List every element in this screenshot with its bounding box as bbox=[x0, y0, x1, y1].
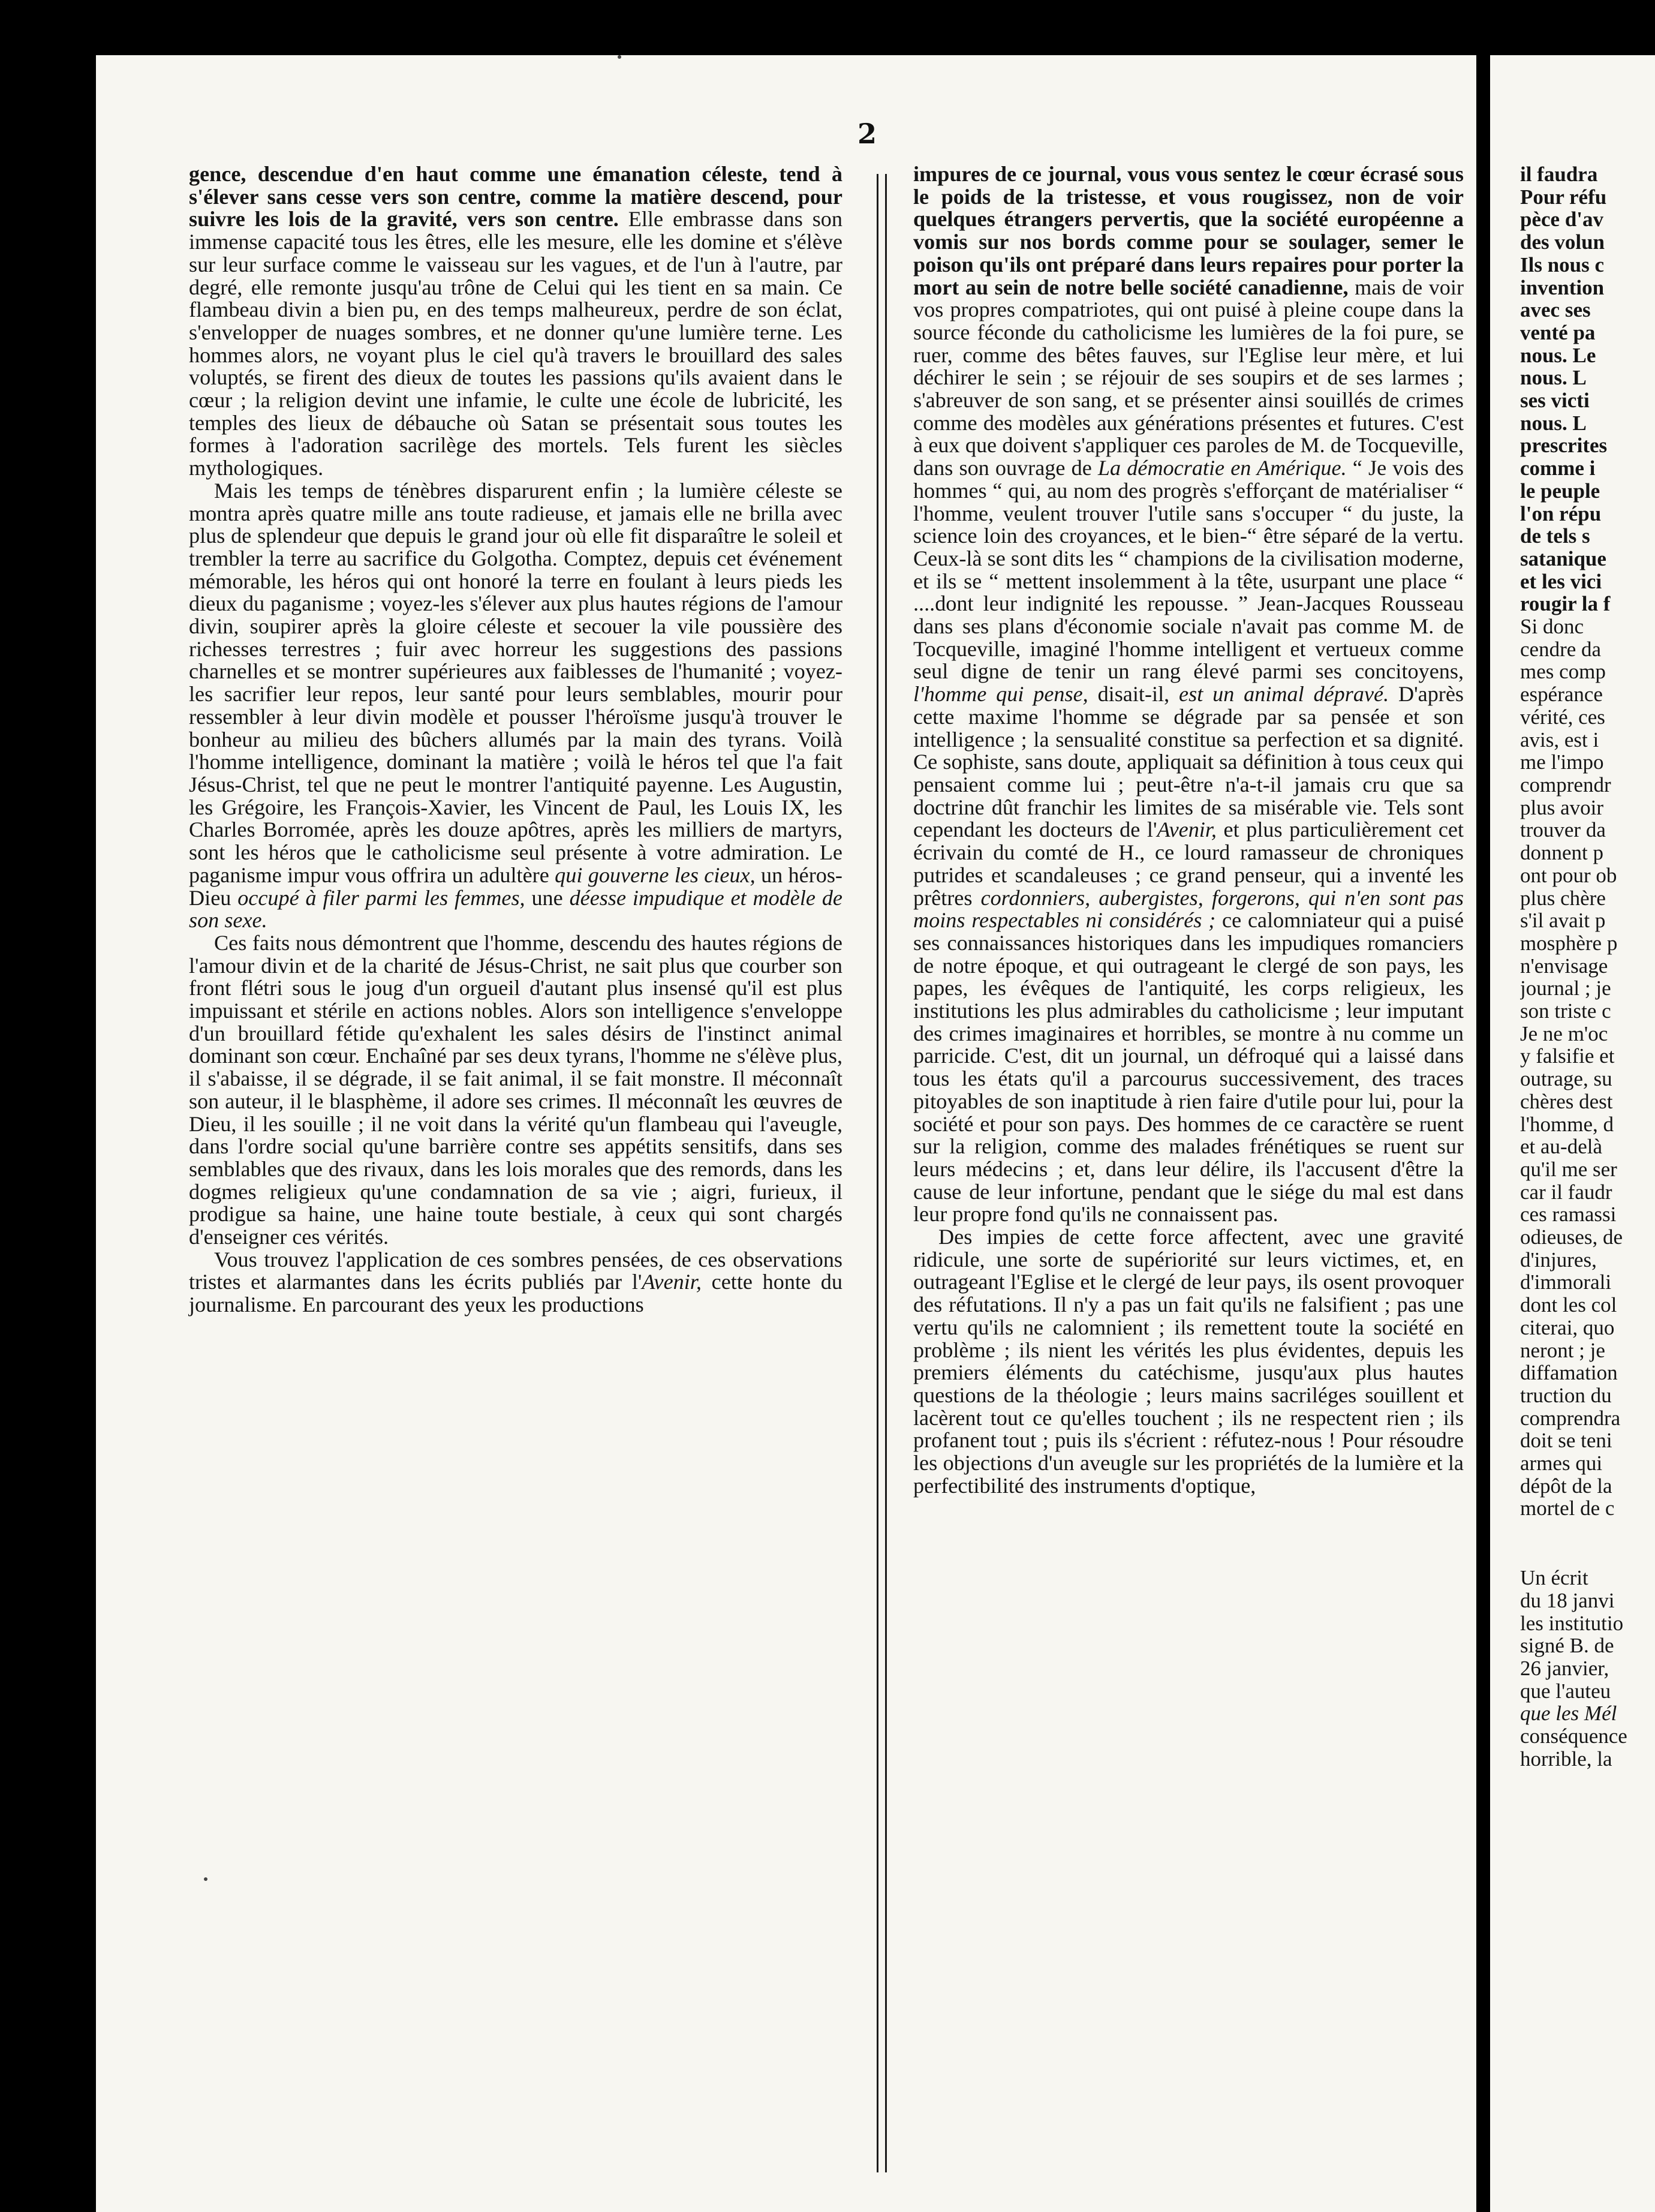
line: nous. Le bbox=[1520, 343, 1596, 367]
bold-line-group bbox=[1520, 163, 1655, 615]
line: truction du bbox=[1520, 1383, 1612, 1407]
line: que les Mél bbox=[1520, 1702, 1617, 1726]
line: car il faudr bbox=[1520, 1180, 1612, 1204]
line: son triste c bbox=[1520, 999, 1611, 1023]
italic-text: est un animal dépravé. bbox=[1179, 682, 1389, 707]
line: les institutio bbox=[1520, 1611, 1624, 1635]
line: horrible, la bbox=[1520, 1747, 1612, 1771]
text-run: une bbox=[525, 885, 570, 910]
text-run: mais de voir vos propres compatriotes, qui ont puisé à pleine coupe dans la source féconde du catholicisme les lumières de la foi pure, se ruer, comme des bêtes fauves, sur l'Eglise leur mère, et lui déchirer le sein ; se réjouir de ses soupirs et de ses larmes ; s'abreuver de son sang, et se présenter ainsi souillés de crimes comme des modèles aux générations présentes et futures. C'est à eux que doivent s'appliquer ces paroles de M. de Tocqueville, dans son ouvrage de bbox=[913, 275, 1464, 480]
paragraph: Des impies de cette force affectent, avec une gravité ridicule, une sorte de supériorité sur leurs victimes, et, en outrageant l'Eglise et le clergé de leur pays, ils osent provoquer des réfutations. Il n'y a pas un fait qu'ils ne falsifient ; pas une vertu qu'ils ne calomnient ; ils remettent toute la société en problème ; ils nient les vérités les plus évidentes, depuis les premiers éléments du catéchisme, jusqu'aux plus hautes questions de la théologie ; leurs mains sacriléges souillent et lacèrent tout ce qu'elles touchent ; ils ne respectent rien ; ils profanent tout ; puis ils s'écrient : réfutez-nous ! Pour résoudre les objections d'un aveugle sur les propriétés de la lumière et la perfectibilité des instruments d'optique, bbox=[913, 1225, 1464, 1498]
line: ont pour ob bbox=[1520, 863, 1617, 887]
line: outrage, su bbox=[1520, 1067, 1612, 1091]
line: Je ne m'oc bbox=[1520, 1021, 1608, 1045]
line: plus avoir bbox=[1520, 795, 1604, 819]
line: invention bbox=[1520, 275, 1605, 299]
line: comme i bbox=[1520, 456, 1596, 480]
line: qu'il me ser bbox=[1520, 1157, 1617, 1181]
text-run: cette honte du journalisme. En parcourant des yeux les productions bbox=[189, 1270, 842, 1317]
line: avec ses bbox=[1520, 298, 1591, 322]
paragraph bbox=[189, 1249, 842, 1317]
line: y falsifie et bbox=[1520, 1044, 1615, 1068]
line: signé B. de bbox=[1520, 1634, 1614, 1658]
line: diffamation bbox=[1520, 1361, 1618, 1385]
text-run: Mais les temps de ténèbres disparurent enfin ; la lumière céleste se montra après quatre mille ans toute radieuse, et jamais elle ne brilla avec plus de splendeur que depuis le grand jour où elle fit disparaître le soleil et trembler la terre au sacrifice du Golgotha. Comptez, depuis cet événement mémorable, les héros qui ont honoré la terre en foulant à leurs pieds les dieux du paganisme ; voyez-les s'élever aux plus hautes régions de l'amour divin, soupirer après la gloire céleste et secouer la vile poussière des richesses terrestres ; fuir avec horreur les suggestions des passions charnelles et se montrer supérieures aux faiblesses de l'humanité ; voyez-les sacrifier leur repos, leur santé pour leurs semblables, mourir pour ressembler à leur divin modèle et pousser l'héroïsme jusqu'à trouver le bonheur au milieu des bûchers allumés par la main des tyrans. Voilà l'homme intelligence, dominant la matière ; voilà le héros tel que l'a fait Jésus-Christ, tel que ne peut le montrer l'antiquité payenne. Les Augustin, les Grégoire, les François-Xavier, les Vincent de Paul, les Louis IX, les Charles Borromée, après les douze apôtres, après les milliers de martyrs, sont les héros que le catholicisme seul présente à votre admiration. Le paganisme impur vous offrira un adultère bbox=[189, 478, 842, 887]
bold-text: gence, descendue d'en haut comme une émanation céleste, tend à s'élever sans cesse vers son centre, comme la matière descend, pour suivre les lois de la gravité, vers son centre. bbox=[189, 162, 842, 232]
line: s'il avait p bbox=[1520, 909, 1606, 933]
plain-line-group bbox=[1520, 615, 1655, 1520]
line: espérance bbox=[1520, 683, 1603, 707]
italic-text: La démocratie en Amérique. bbox=[1097, 456, 1347, 480]
line: des volun bbox=[1520, 230, 1605, 254]
line: pèce d'av bbox=[1520, 208, 1604, 232]
line: journal ; je bbox=[1520, 976, 1611, 1000]
line: l'homme, d bbox=[1520, 1112, 1614, 1136]
italic-text: occupé à filer parmi les femmes, bbox=[237, 885, 525, 910]
line: nous. L bbox=[1520, 411, 1587, 435]
text-run: ce calomniateur qui a puisé ses connaissances historiques dans les impudiques romanciers de notre époque, et qui outrageant le clergé de son pays, les papes, les évêques de l'antiquité, les corps religieux, les institutions les plus admirables du catholicisme ; leur imputant des crimes imaginaires et horribles, se montre à nu comme un parricide. C'est, dit un journal, un défroqué qui a laissé dans tous les états qu'il a parcourus successivement, des traces pitoyables de son inaptitude à rien faire d'utile pour lui, pour la société et pour son pays. Des hommes de ce caractère se ruent sur la religion, comme des malades frénétiques se ruent sur leurs médecins ; et, dans leur délire, ils l'accusent d'être la cause de leur infortune, pendant que le siége du mal est dans leur propre fond qu'ils ne connaissent pas. bbox=[913, 908, 1464, 1227]
line: il faudra bbox=[1520, 163, 1598, 186]
line: Si donc bbox=[1520, 615, 1584, 639]
text-run: un héros-Dieu bbox=[189, 862, 842, 910]
column-rule bbox=[885, 174, 887, 2172]
page-gutter bbox=[1476, 55, 1490, 2212]
line: n'envisage bbox=[1520, 954, 1608, 978]
line: dont les col bbox=[1520, 1293, 1617, 1317]
line: le peuple bbox=[1520, 479, 1600, 503]
line: plus chère bbox=[1520, 886, 1606, 910]
line: et au-delà bbox=[1520, 1135, 1602, 1159]
line: odieuses, de bbox=[1520, 1225, 1623, 1249]
paragraph bbox=[189, 480, 842, 932]
text-run: “ Je vois des hommes “ qui, au nom des progrès s'efforçant de matérialiser “ l'homme, veulent trouver l'utile sans s'occuper “ du juste, la science loin des croyances, et le bien-“ être séparé de la vertu. Ceux-là se sont dits les “ champions de la civilisation moderne, et ils se “ mettent insolemment à la tête, usurpant une place “ ....dont leur indignité les repousse. ” Jean-Jacques Rousseau dans ses plans d'économie sociale n'avait pas comme M. de Tocqueville, imaginé l'homme intelligent et vertueux comme seul digne de tenir un rang élevé parmi ses concitoyens, bbox=[913, 456, 1464, 684]
line: rougir la f bbox=[1520, 592, 1611, 616]
line: d'immorali bbox=[1520, 1270, 1612, 1294]
line: nous. L bbox=[1520, 366, 1587, 390]
italic-text: Avenir, bbox=[1157, 818, 1217, 842]
line: mosphère p bbox=[1520, 931, 1618, 955]
line: me l'impo bbox=[1520, 750, 1604, 774]
italic-text: cordonniers, aubergistes, forgerons, qui n'en sont pas moins respectables ni considérés ; bbox=[913, 885, 1464, 933]
text-column-2 bbox=[913, 163, 1464, 1497]
text-run: D'après cette maxime l'homme se dégrade par sa pensée et son intelligence ; la sensualité constitue sa perfection et sa dignité. Ce sophiste, sans doute, appliquait sa définition à tous ceux qui pensaient comme lui ; peut-être n'a-t-il jamais cru que sa doctrine dût franchir les limites de sa misérable vie. Tels sont cependant les docteurs de l' bbox=[913, 682, 1464, 842]
line: que l'auteu bbox=[1520, 1679, 1611, 1703]
scan-margin bbox=[0, 0, 96, 2212]
line: avis, est i bbox=[1520, 728, 1599, 752]
line: satanique bbox=[1520, 546, 1606, 570]
line: du 18 janvi bbox=[1520, 1588, 1615, 1612]
line: Pour réfu bbox=[1520, 185, 1607, 209]
line: doit se teni bbox=[1520, 1429, 1612, 1453]
text-column-3-cropped bbox=[1520, 163, 1655, 1771]
line: mortel de c bbox=[1520, 1496, 1615, 1520]
line: cendre da bbox=[1520, 637, 1602, 661]
column-rule bbox=[877, 174, 878, 2172]
italic-text: déesse impudique et modèle de son sexe. bbox=[189, 885, 842, 933]
line: Ils nous c bbox=[1520, 253, 1605, 276]
line: neront ; je bbox=[1520, 1338, 1605, 1362]
paragraph: Ces faits nous démontrent que l'homme, descendu des hautes régions de l'amour divin et de la charité de Jésus-Christ, ne sait plus que courber son front flétri sous le joug d'un orgueil d'autant plus insensé qu'il est plus impuissant et stérile en actions nobles. Alors son intelligence s'enveloppe d'un brouillard fétide qu'exhalent les sales désirs de l'instinct animal dominant son cœur. Enchaîné par ses deux tyrans, l'homme ne s'élève plus, il s'abaisse, il se dégrade, il se fait animal, il se fait monstre. Il méconnaît son auteur, il le blasphème, il adore ses crimes. Il méconnaît les œuvres de Dieu, il les souille ; il ne voit dans la vérité qu'un flambeau qui l'aveugle, dans l'ordre social qu'une barrière contre ses appétits sensitifs, dans ses semblables que des rivaux, dans les lois morales que des remords, dans les dogmes religieux qu'une condamnation de sa vie ; aigri, furieux, il prodigue sa haine, une haine toute bestiale, à ceux qui sont chargés d'enseigner ces vérités. bbox=[189, 930, 842, 1249]
line: ses victi bbox=[1520, 389, 1590, 413]
line: de tels s bbox=[1520, 524, 1590, 548]
line: prescrites bbox=[1520, 434, 1608, 458]
line: chères dest bbox=[1520, 1089, 1613, 1113]
text-run: Elle embrasse dans son immense capacité tous les êtres, elle les mesure, elle les domine et s'élève sur leur surface comme le vaisseau sur les vagues, et de l'un à l'autre, par degré, elle remonte jusqu'au trône de Celui qui les tient en sa main. Ce flambeau divin a bien pu, en des temps malheureux, perdre de son éclat, s'envelopper de nuages sombres, et ne donner qu'une lumière terne. Les hommes alors, ne voyant plus le ciel qu'à travers le brouillard des sales voluptés, se firent des dieux de toutes les passions qu'ils avaient dans le cœur ; la religion devint une infamie, le culte une école de lubricité, les temples des lieux de débauche où Satan se présentait sous toutes les formes à l'adoration sacrilège des mortels. Tels furent les siècles mythologiques. bbox=[189, 207, 842, 480]
line: citerai, quo bbox=[1520, 1315, 1615, 1339]
line: comprendra bbox=[1520, 1406, 1621, 1430]
scan-speck bbox=[204, 1877, 207, 1881]
italic-text: l'homme qui pense, bbox=[913, 682, 1088, 707]
line: comprendr bbox=[1520, 773, 1611, 797]
italic-text: Avenir, bbox=[642, 1270, 702, 1294]
line: 26 janvier, bbox=[1520, 1657, 1609, 1680]
line: donnent p bbox=[1520, 841, 1604, 865]
line: mes comp bbox=[1520, 660, 1606, 684]
text-column-1 bbox=[189, 163, 842, 1317]
tail-line-group bbox=[1520, 1567, 1655, 1770]
line: dépôt de la bbox=[1520, 1474, 1612, 1498]
paragraph bbox=[913, 163, 1464, 1226]
scan-speck bbox=[618, 55, 621, 59]
line: d'injures, bbox=[1520, 1248, 1597, 1272]
paragraph bbox=[189, 163, 842, 480]
line: ces ramassi bbox=[1520, 1203, 1617, 1227]
line: Un écrit bbox=[1520, 1566, 1588, 1590]
text-run: disait-il, bbox=[1088, 682, 1179, 707]
line: vérité, ces bbox=[1520, 705, 1605, 729]
line: l'on répu bbox=[1520, 501, 1602, 525]
italic-text: qui gouverne les cieux, bbox=[555, 862, 756, 887]
line: et les vici bbox=[1520, 569, 1602, 593]
text-run: et plus particulièrement cet écrivain du comté de H., ce lourd ramasseur de chroniques putrides et scandaleuses ; ce grand penseur, qui a inventé les prêtres bbox=[913, 818, 1464, 910]
line: conséquence bbox=[1520, 1724, 1627, 1748]
line: armes qui bbox=[1520, 1451, 1603, 1475]
text-run: Vous trouvez l'application de ces sombres pensées, de ces observations tristes et alarmantes dans les écrits publiés par l' bbox=[189, 1247, 842, 1294]
page-number: 2 bbox=[857, 118, 877, 150]
line: venté pa bbox=[1520, 320, 1596, 344]
bold-text: impures de ce journal, vous vous sentez le cœur écrasé sous le poids de la tristesse, et vous rougissez, non de voir quelques étrangers pervertis, que la société européenne a vomis sur nos bords comme pour se soulager, semer le poison qu'ils ont préparé dans leurs repaires pour porter la mort au sein de notre belle société canadienne, bbox=[913, 162, 1464, 299]
line: trouver da bbox=[1520, 818, 1606, 842]
